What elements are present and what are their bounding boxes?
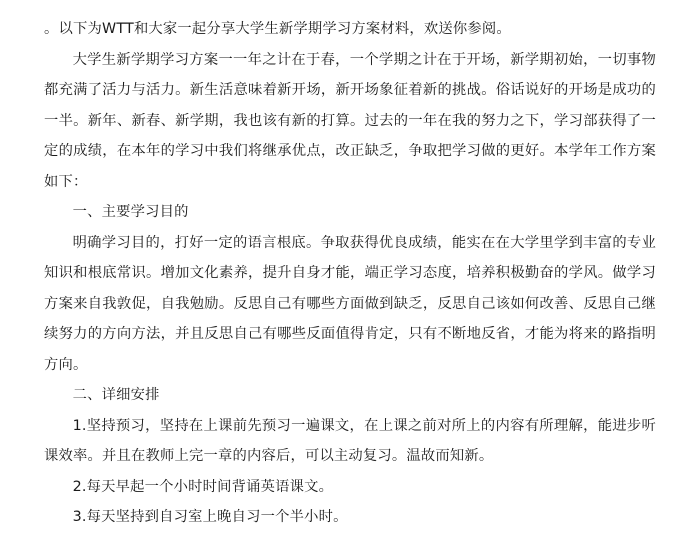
list-item: 1.坚持预习，坚持在上课前先预习一遍课文，在上课之前对所上的内容有所理解，能进步听课效率。并且在教师上完一章的内容后，可以主动复习。温故而知新。: [44, 417, 656, 464]
paragraph: 。以下为WTT和大家一起分享大学生新学期学习方案材料，欢送你参阅。: [44, 21, 511, 37]
paragraph: 明确学习目的，打好一定的语言根底。争取获得优良成绩，能实在在大学里学到丰富的专业知识和根底常识。增加文化素养，提升自身才能，端正学习态度，培养积极勤奋的学风。做学习方案来自我敦促，自我勉励。反思自己有哪些方面做到缺乏，反思自己该如何改善、反思自己继续努力的方向方法，并且反思自己有哪些反面值得肯定，只有不断地反省，才能为将来的路指明方向。: [44, 234, 656, 373]
list-item: 2.每天早起一个小时时间背诵英语课文。: [72, 478, 334, 495]
document-body: [44, 14, 656, 533]
list-item: 3.每天坚持到自习室上晚自习一个半小时。: [72, 509, 348, 525]
paragraph: 大学生新学期学习方案一一年之计在于春，一个学期之计在于开场，新学期初始，一切事物都充满了活力与活力。新生活意味着新开场，新开场象征着新的挑战。俗话说好的开场是成功的一半。新年、新春、新学期，我也该有新的打算。过去的一年在我的努力之下，学习部获得了一定的成绩，在本年的学习中我们将继承优点，改正缺乏，争取把学习做的更好。本学年工作方案如下：: [44, 51, 656, 190]
section-heading: 一、主要学习目的: [72, 204, 189, 220]
section-heading: 二、详细安排: [72, 387, 160, 403]
